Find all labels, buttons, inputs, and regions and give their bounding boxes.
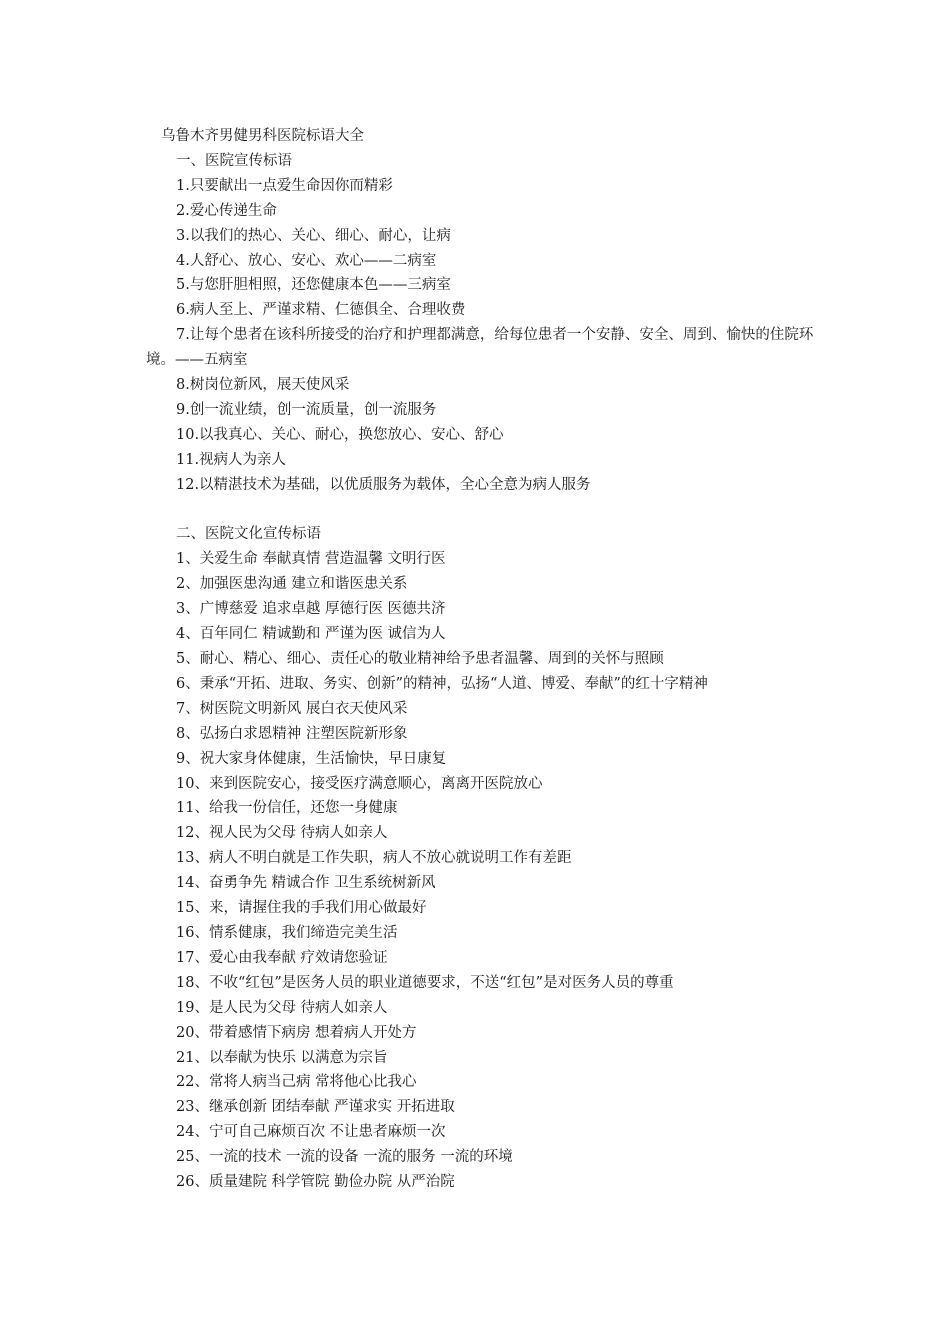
section1-heading: 一、医院宣传标语 [176, 152, 292, 169]
section2-item-23: 23、继承创新 团结奉献 严谨求实 开拓进取 [176, 1099, 455, 1116]
section1-item-5: 5.与您肝胆相照，还您健康本色——三病室 [176, 277, 451, 294]
document-title: 乌鲁木齐男健男科医院标语大全 [161, 128, 364, 144]
section1-item-2: 2.爱心传递生命 [176, 202, 277, 219]
section1-item-9: 9.创一流业绩，创一流质量，创一流服务 [176, 401, 437, 418]
section-spacer [146, 498, 826, 523]
section2-item-18: 18、不收“红包”是医务人员的职业道德要求，不送“红包”是对医务人员的尊重 [176, 974, 674, 991]
section1-item-4: 4.人舒心、放心、安心、欢心——二病室 [176, 252, 437, 269]
section1-item-1: 1.只要献出一点爱生命因你而精彩 [176, 177, 393, 194]
document-body [146, 124, 826, 1195]
section2-item-13: 13、病人不明白就是工作失职，病人不放心就说明工作有差距 [176, 850, 572, 867]
section1-item-6: 6.病人至上、严谨求精、仁德俱全、合理收费 [176, 302, 466, 319]
section2-item-24: 24、宁可自己麻烦百次 不让患者麻烦一次 [176, 1124, 446, 1141]
section2-item-4: 4、百年同仁 精诚勤和 严谨为医 诚信为人 [176, 626, 446, 643]
section2-heading: 二、医院文化宣传标语 [176, 526, 321, 543]
section2-item-9: 9、祝大家身体健康，生活愉快，早日康复 [176, 750, 447, 767]
section2-item-15: 15、来，请握住我的手我们用心做最好 [176, 900, 427, 917]
section2-item-2: 2、加强医患沟通 建立和谐医患关系 [176, 576, 408, 593]
section1-item-11: 11.视病人为亲人 [176, 451, 287, 468]
section2-item-10: 10、来到医院安心，接受医疗满意顺心，离离开医院放心 [176, 775, 543, 792]
section1-item-8: 8.树岗位新风，展天使风采 [176, 377, 350, 394]
section1-item-12: 12.以精湛技术为基础，以优质服务为载体，全心全意为病人服务 [176, 476, 591, 493]
section1-item-3: 3.以我们的热心、关心、细心、耐心，让病 [176, 227, 451, 244]
section2-item-16: 16、情系健康，我们缔造完美生活 [176, 924, 398, 941]
section2-item-7: 7、树医院文明新风 展白衣天使风采 [176, 700, 408, 717]
section2-item-20: 20、带着感情下病房 想着病人开处方 [176, 1024, 417, 1041]
section2-item-5: 5、耐心、精心、细心、责任心的敬业精神给予患者温馨、周到的关怀与照顾 [176, 651, 664, 668]
section2-item-17: 17、爱心由我奉献 疗效请您验证 [176, 949, 388, 966]
section2-item-6: 6、秉承“开拓、进取、务实、创新”的精神，弘扬“人道、博爱、奉献”的红十字精神 [176, 675, 708, 692]
section2-item-25: 25、一流的技术 一流的设备 一流的服务 一流的环境 [176, 1149, 513, 1166]
section2-item-26: 26、质量建院 科学管院 勤俭办院 从严治院 [176, 1174, 455, 1191]
section2-item-8: 8、弘扬白求恩精神 注塑医院新形象 [176, 725, 408, 742]
section2-item-3: 3、广博慈爱 追求卓越 厚德行医 医德共济 [176, 601, 446, 618]
section2-item-11: 11、给我一份信任，还您一身健康 [176, 800, 398, 817]
section2-item-22: 22、常将人病当己病 常将他心比我心 [176, 1074, 417, 1091]
section1-item-7: 7.让每个患者在该科所接受的治疗和护理都满意，给每位患者一个安静、安全、周到、愉快的住院环境。——五病室 [146, 327, 814, 369]
section2-item-1: 1、关爱生命 奉献真情 营造温馨 文明行医 [176, 551, 446, 568]
section2-item-19: 19、是人民为父母 待病人如亲人 [176, 999, 388, 1016]
section2-item-12: 12、视人民为父母 待病人如亲人 [176, 825, 388, 842]
section2-item-21: 21、以奉献为快乐 以满意为宗旨 [176, 1049, 388, 1066]
section2-item-14: 14、奋勇争先 精诚合作 卫生系统树新风 [176, 875, 436, 892]
section1-item-10: 10.以我真心、关心、耐心，换您放心、安心、舒心 [176, 426, 504, 443]
